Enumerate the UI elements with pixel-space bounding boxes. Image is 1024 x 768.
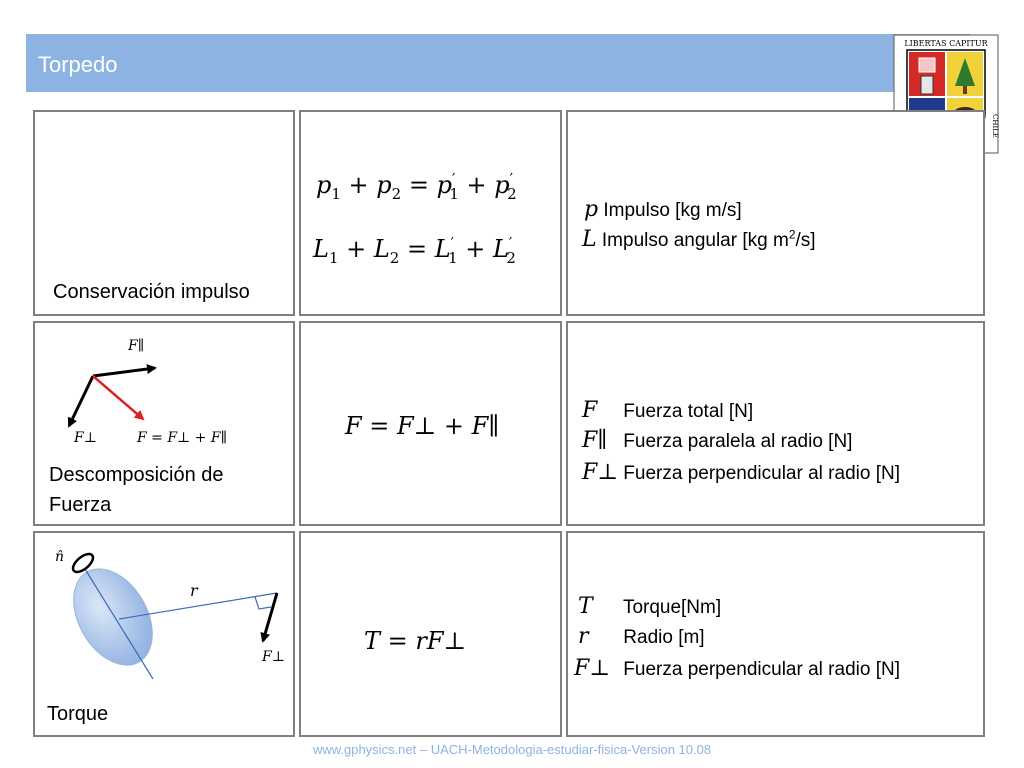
definition-text: Fuerza perpendicular al radio [N] bbox=[623, 659, 900, 680]
conservation-label: Conservación impulso bbox=[53, 281, 250, 303]
definition-superscript: 2 bbox=[788, 227, 796, 242]
definition-perpendicular-force bbox=[582, 460, 900, 485]
symbol-F-perp: F⊥ bbox=[574, 656, 610, 681]
torque-force-arrow bbox=[263, 593, 277, 641]
label-torque-f-perp: F⊥ bbox=[262, 649, 285, 665]
definition-momentum bbox=[584, 197, 742, 222]
force-decomposition-label-line1: Descomposición de bbox=[49, 464, 224, 486]
symbol-r: r bbox=[578, 624, 589, 649]
torque-equation: T = rF⊥ bbox=[364, 627, 467, 655]
definition-parallel-force bbox=[582, 428, 852, 453]
angular-momentum-equation: $L_1 + L_2 = L'_1 + L'_2$ bbox=[313, 234, 516, 267]
logo-side-text: CHILE bbox=[991, 114, 999, 138]
logo-motto: LIBERTAS CAPITUR bbox=[904, 39, 988, 48]
force-equation: F = F⊥ + F∥ bbox=[345, 412, 500, 440]
label-f-parallel: F∥ bbox=[128, 338, 145, 354]
definition-angular-momentum bbox=[582, 227, 816, 252]
definition-text: Torque[Nm] bbox=[622, 597, 722, 618]
rotating-disc bbox=[58, 555, 169, 679]
definition-text: Impulso angular [kg m bbox=[601, 230, 789, 251]
torque-label: Torque bbox=[47, 703, 109, 725]
definition-text: Fuerza total [N] bbox=[623, 401, 754, 422]
symbol-p: p bbox=[584, 197, 599, 222]
perpendicular-force-arrow bbox=[69, 376, 93, 426]
symbol-L: L bbox=[582, 227, 597, 252]
definition-text-tail: /s] bbox=[795, 230, 816, 251]
total-force-arrow bbox=[93, 376, 143, 419]
definition-torque-perp-force bbox=[574, 656, 900, 681]
title-bar bbox=[26, 34, 970, 92]
cell-conservation-equations bbox=[299, 110, 562, 316]
label-f-perp: F⊥ bbox=[74, 430, 97, 446]
definition-text: Fuerza perpendicular al radio [N] bbox=[623, 463, 900, 484]
torque-diagram bbox=[35, 533, 293, 703]
definition-text: Radio [m] bbox=[623, 627, 705, 648]
symbol-F: F bbox=[582, 398, 598, 423]
label-n-hat: n̂ bbox=[55, 549, 65, 565]
parallel-force-arrow bbox=[93, 368, 155, 376]
definition-radius bbox=[578, 624, 705, 649]
definition-total-force bbox=[582, 398, 753, 423]
label-force-relation: F = F⊥ + F∥ bbox=[137, 430, 228, 446]
right-angle-mark bbox=[255, 597, 271, 609]
label-radius-r: r bbox=[190, 581, 198, 600]
symbol-F-parallel: F∥ bbox=[582, 428, 608, 453]
footer-source: www.gphysics.net – UACH-Metodologia-estudiar-fisica-Version 10.08 bbox=[312, 742, 712, 757]
definition-text: Impulso [kg m/s] bbox=[603, 200, 742, 221]
slide-title: Torpedo bbox=[38, 52, 118, 77]
definition-torque bbox=[578, 594, 721, 619]
symbol-T: T bbox=[578, 594, 593, 619]
force-decomposition-label-line2: Fuerza bbox=[49, 494, 112, 516]
symbol-F-perp: F⊥ bbox=[582, 460, 618, 485]
momentum-equation: $p_1 + p_2 = p'_1 + p'_2$ bbox=[316, 170, 517, 203]
cell-force-definitions bbox=[566, 321, 985, 526]
definition-text: Fuerza paralela al radio [N] bbox=[623, 431, 853, 452]
